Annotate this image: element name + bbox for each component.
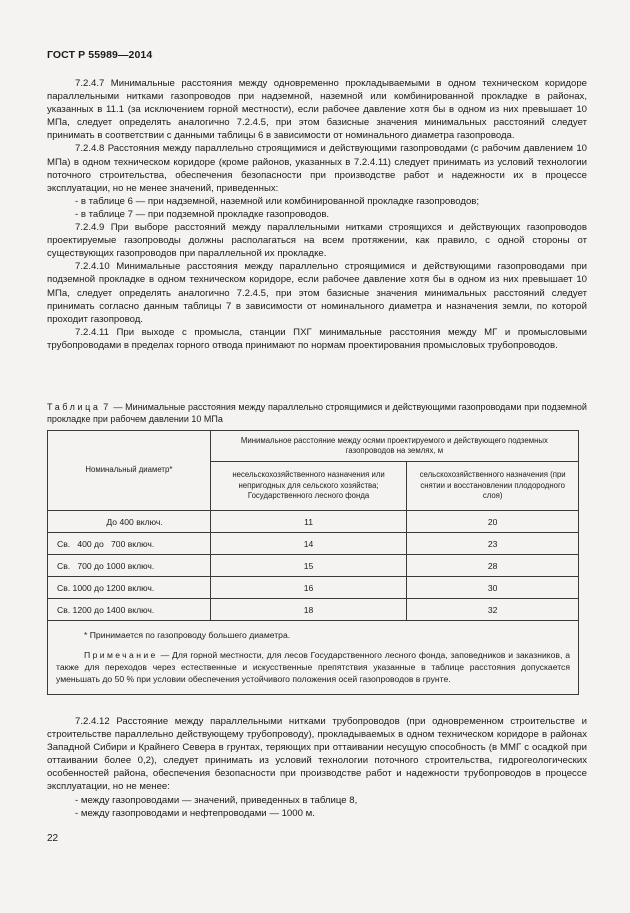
table-row (48, 511, 579, 533)
cell-diameter: Св. 1000 до 1200 включ. (48, 577, 211, 599)
paragraph-7-2-4-9: 7.2.4.9 При выборе расстояний между параллельными нитками строящихся и действующих газопроводов проектируемые газопроводы должны располагаться на всем протяжении, как правило, с одной стороны от существующих газопроводов при параллельной их прокладке. (47, 222, 587, 260)
cell-value-1: 14 (210, 533, 407, 555)
cell-diameter: Св. 1200 до 1400 включ. (48, 599, 211, 621)
table-caption-word: Таблица (47, 402, 101, 412)
paragraph-7-2-4-7: 7.2.4.7 Минимальные расстояния между одновременно прокладываемыми в одном техническом коридоре параллельными нитками газопроводов при надземной, наземной или комбинированной прокладке в районах, указанных в 11.1 (за исключением горной местности), если рабочее давление хотя бы в одном из них превышает 10 МПа, следует определять аналогично 7.2.4.5, при этом базисные значения минимальных расстояний следует принимать в соответствии с данными таблицы 6 в зависимости от номинального диаметра газопровода. (47, 78, 587, 142)
text-block-bottom (47, 715, 587, 820)
cell-value-2: 32 (407, 599, 579, 621)
cell-value-2: 28 (407, 555, 579, 577)
list-item: - в таблице 7 — при подземной прокладке газопроводов. (75, 208, 330, 220)
col-header-agricultural: сельскохозяйственного назначения (при снятии и восстановлении плодородного слоя) (407, 462, 579, 511)
table-row (48, 555, 579, 577)
cell-value-2: 30 (407, 577, 579, 599)
cell-value-1: 18 (210, 599, 407, 621)
table-caption (47, 401, 587, 425)
cell-value-1: 15 (210, 555, 407, 577)
table-notes (48, 621, 579, 695)
table-notes-row (48, 621, 579, 695)
list-item: - между газопроводами — значений, приведенных в таблице 8, (75, 794, 358, 806)
cell-diameter: Св. 400 до 700 включ. (48, 533, 211, 555)
col-header-nonagricultural: несельскохозяйственного назначения или непригодных для сельского хозяйства; Государственного лесного фонда (210, 462, 407, 511)
table-row (48, 599, 579, 621)
col-group-header: Минимальное расстояние между осями проектируемого и действующего подземных газопроводов на землях, м (210, 431, 578, 462)
cell-value-1: 11 (210, 511, 407, 533)
cell-diameter: До 400 включ. (48, 511, 211, 533)
paragraph-7-2-4-10: 7.2.4.10 Минимальные расстояния между параллельно строящимися и действующими газопроводами при подземной прокладке в одном техническом коридоре, если рабочее давление хотя бы в одном из них превышает 10 МПа, следует определять аналогично 7.2.4.5, при этом базисные значения минимальных расстояний следует принимать согласно данным таблицы 7 в зависимости от номинального диаметра и назначения земли, по которой проходит газопровод. (47, 261, 587, 325)
cell-value-1: 16 (210, 577, 407, 599)
paragraph-7-2-4-12: 7.2.4.12 Расстояние между параллельными нитками трубопроводов (при одновременном строительстве и строительстве параллельно действующему трубопроводу), прокладываемых в одном техническом коридоре в районах Западной Сибири и Крайнего Севера в грунтах, теряющих при оттаивании несущую способность (в ММГ с осадкой при оттаивании более 0,2), следует принимать из условий технологии поточного строительства, гидрогеологических особенностей района, обеспечения безопасности при производстве работ и надежности трубопроводов в процессе эксплуатации, но не менее: (47, 716, 587, 793)
paragraph-7-2-4-8: 7.2.4.8 Расстояния между параллельно строящимися и действующими газопроводами (с рабочим давлением 10 МПа) в одном техническом коридоре (кроме районов, указанных в 7.2.4.11) следует принимать из условий технологии поточного строительства, обеспечения безопасности при производстве работ и надежности их в процессе эксплуатации, но не менее значений, приведенных: (47, 143, 587, 194)
col-header-diameter: Номинальный диаметр* (48, 431, 211, 511)
text-block-top (47, 77, 587, 352)
table-footnote: * Принимается по газопроводу большего диаметра. (84, 630, 291, 640)
list-item: - между газопроводами и нефтепроводами — 1000 м. (75, 807, 315, 819)
note-label: Примечание (84, 650, 158, 660)
cell-value-2: 23 (407, 533, 579, 555)
table-row (48, 533, 579, 555)
document-id: ГОСТ Р 55989—2014 (47, 49, 153, 61)
note-text: — Для горной местности, для лесов Государственного лесного фонда, заповедников и заказников, а также для переходов через естественные и искусственные препятствия указанные в таблице расстояния допускается уменьшать до 50 % при условии обеспечения устойчивого положения осей газопроводов в грунте. (56, 650, 570, 684)
table-caption-text: — Минимальные расстояния между параллельно строящимися и действующими газопроводами при подземной прокладке при рабочем давлении 10 МПа (47, 402, 587, 424)
table-caption-number: 7 (103, 402, 111, 412)
page-number: 22 (47, 833, 59, 844)
cell-value-2: 20 (407, 511, 579, 533)
table-note (56, 649, 570, 685)
paragraph-7-2-4-11: 7.2.4.11 При выходе с промысла, станции ПХГ минимальные расстояния между МГ и промысловыми трубопроводами в пределах горного отвода принимают по нормам проектирования промысловых трубопроводов. (47, 326, 587, 351)
cell-diameter: Св. 700 до 1000 включ. (48, 555, 211, 577)
list-item: - в таблице 6 — при надземной, наземной или комбинированной прокладке газопроводов; (75, 195, 480, 207)
table-row (48, 577, 579, 599)
distance-table (47, 430, 579, 695)
